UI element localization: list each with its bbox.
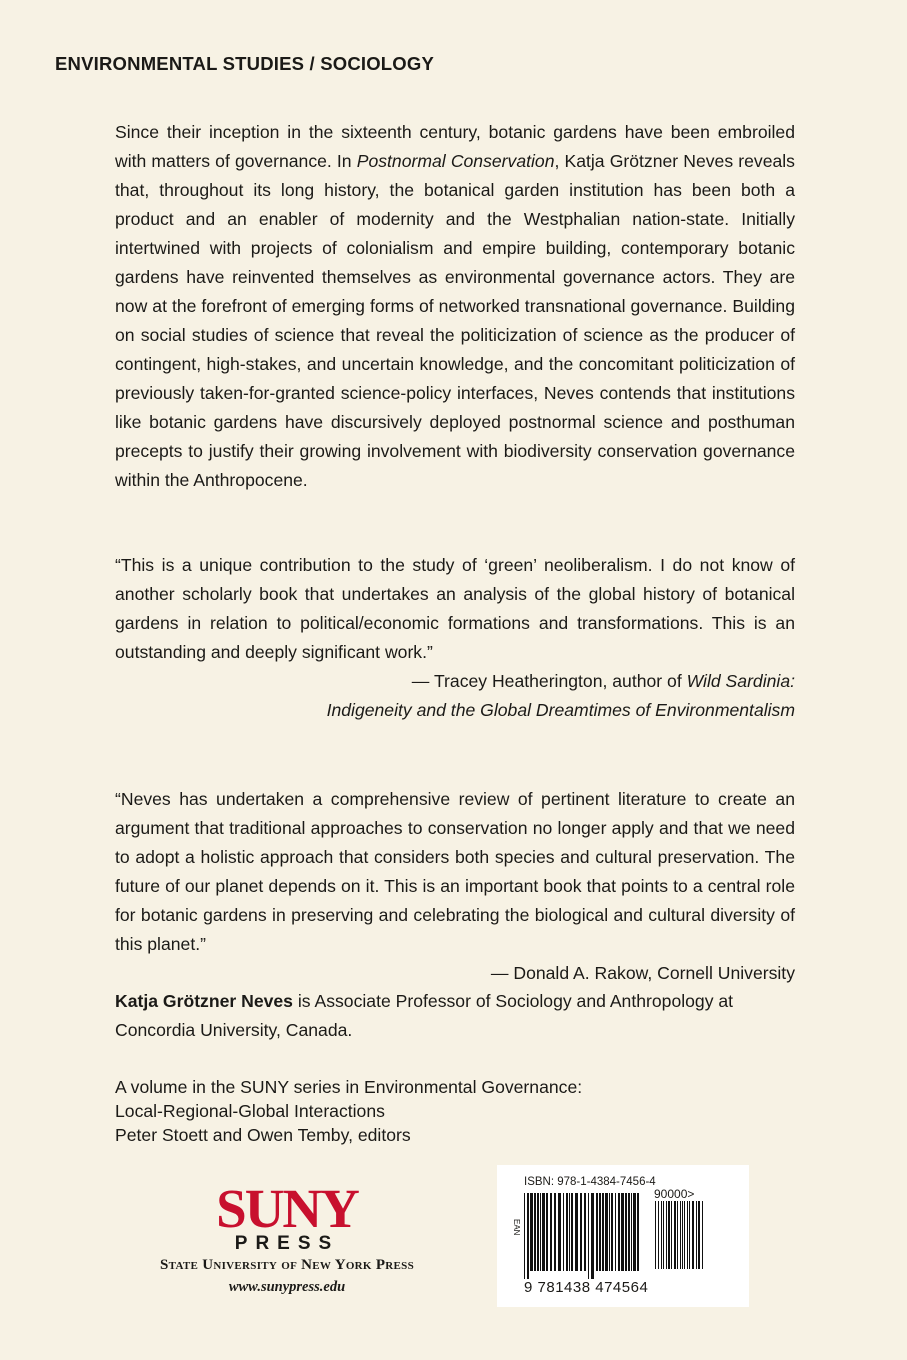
barcode-bar — [637, 1193, 639, 1271]
barcode-bar — [599, 1193, 601, 1271]
barcode-bar — [680, 1201, 681, 1269]
barcode-bar — [537, 1193, 539, 1271]
barcode-bar — [671, 1201, 672, 1269]
barcode-bar — [677, 1201, 678, 1269]
barcode-bar — [615, 1193, 616, 1271]
series-line-3: Peter Stoett and Owen Temby, editors — [115, 1125, 411, 1145]
author-name: Katja Grötzner Neves — [115, 991, 293, 1011]
barcode-bar — [633, 1193, 636, 1271]
barcode-bar — [575, 1193, 578, 1271]
publisher-full-name: State University of New York Press — [159, 1257, 415, 1273]
barcode-bar — [682, 1201, 683, 1269]
barcode-bar — [527, 1193, 529, 1279]
barcode-bar — [689, 1201, 690, 1269]
barcode-bar — [687, 1201, 688, 1269]
endorsement-1-book-title-line2-row — [115, 696, 795, 725]
barcode-bar — [625, 1193, 627, 1271]
barcode-bar — [621, 1193, 624, 1271]
barcode-bar — [569, 1193, 570, 1271]
barcode-bar — [591, 1193, 594, 1279]
isbn-text: ISBN: 978-1-4384-7456-4 — [524, 1176, 656, 1188]
barcode-bar — [609, 1193, 610, 1271]
publisher-logo — [159, 1178, 430, 1298]
barcode-bar — [696, 1201, 697, 1269]
endorsement-1-attribution — [115, 667, 795, 696]
barcode-bar — [554, 1193, 556, 1271]
ean-label: EAN — [512, 1219, 521, 1236]
isbn-barcode — [497, 1165, 749, 1307]
ean-digits: 9 781438 474564 — [524, 1279, 649, 1296]
author-bio-text: is Associate Professor of Sociology and Anthropology at Concordia University, Canada. — [115, 991, 734, 1040]
endorsement-2-text: “Neves has undertaken a comprehensive review of pertinent literature to create an argument that traditional approaches to conservation no longer apply and that we need to adopt a holistic approach that considers both species and cultural preservation. The future of our planet depends on it. This is an important book that points to a central role for botanic gardens in preserving and celebrating the biological and cultural diversity of this planet.” — [115, 789, 795, 954]
book-title: Postnormal Conservation — [356, 151, 555, 171]
publisher-logo-sub: PRESS — [234, 1233, 340, 1254]
barcode-bar — [584, 1193, 586, 1271]
barcode-bar — [658, 1201, 659, 1269]
endorsement-1-author: — Tracey Heatherington, author of — [411, 671, 687, 691]
barcode-bar — [550, 1193, 552, 1271]
ean-barcode-bars — [524, 1193, 642, 1281]
publisher-logo-main: SUNY — [216, 1178, 358, 1239]
author-bio — [115, 987, 795, 1045]
barcode-bar — [628, 1193, 630, 1271]
barcode-bar — [580, 1193, 582, 1271]
barcode-bar — [674, 1201, 676, 1269]
supplement-number — [654, 1187, 694, 1201]
endorsement-2-attribution: — Donald A. Rakow, Cornell University — [490, 963, 795, 983]
barcode-bar — [668, 1201, 670, 1269]
barcode-bar — [566, 1193, 568, 1271]
category-label: ENVIRONMENTAL STUDIES / SOCIOLOGY — [55, 53, 435, 74]
barcode-bar — [692, 1201, 694, 1269]
supplement-marker: > — [687, 1187, 695, 1201]
series-line-1: A volume in the SUNY series in Environmental Governance: — [115, 1077, 583, 1097]
barcode-bar — [534, 1193, 536, 1271]
barcode-bar — [540, 1193, 541, 1271]
publisher-url: www.sunypress.edu — [228, 1279, 346, 1295]
barcode-bar — [655, 1201, 656, 1269]
book-description — [115, 118, 795, 495]
endorsement-1-book-title-line1: Wild Sardinia: — [686, 671, 795, 691]
barcode-bar — [698, 1201, 700, 1269]
barcode-bar — [546, 1193, 548, 1271]
barcode-bar — [611, 1193, 613, 1271]
endorsement-1-book-title-line2: Indigeneity and the Global Dreamtimes of Environmentalism — [326, 700, 795, 720]
barcode-bar — [631, 1193, 632, 1271]
barcode-bar — [530, 1193, 533, 1271]
barcode-bar — [571, 1193, 573, 1271]
barcode-bar — [666, 1201, 667, 1269]
endorsement-2 — [115, 785, 795, 988]
description-text-end: , Katja Grötzner Neves reveals that, throughout its long history, the botanical garden institution has been both a product and an enabler of modernity and the Westphalian nation-state. Initially intertwined with projects of colonialism and empire building, contemporary botanic gardens have reinvented themselves as environmental governance actors. They are now at the forefront of emerging forms of networked transnational governance. Building on social studies of science that reveal the politicization of science as the producer of contingent, high-stakes, and uncertain knowledge, and the concomitant politicization of previously taken-for-granted science-policy interfaces, Neves contends that institutions like botanic gardens have discursively deployed postnormal science and posthuman precepts to justify their growing involvement with biodiversity conservation governance within the Anthropocene. — [115, 151, 795, 490]
series-info — [115, 1075, 795, 1147]
series-line-2: Local-Regional-Global Interactions — [115, 1101, 385, 1121]
barcode-bar — [618, 1193, 620, 1271]
barcode-bar — [663, 1201, 664, 1269]
barcode-bar — [542, 1193, 545, 1271]
barcode-bar — [558, 1193, 561, 1271]
barcode-bar — [684, 1201, 685, 1269]
description-text-start: Since their inception in the sixteenth century, botanic gardens have been embroiled with matters of governance. In — [115, 122, 795, 171]
supplement-digits: 90000 — [654, 1187, 688, 1201]
barcode-bar — [605, 1193, 608, 1271]
barcode-bar — [596, 1193, 598, 1271]
endorsement-1-text: “This is a unique contribution to the study of ‘green’ neoliberalism. I do not know of another scholarly book that undertakes an analysis of the global history of botanical gardens in relation to political/economic formations and transformations. This is an outstanding and deeply significant work.” — [115, 555, 795, 662]
barcode-bar — [588, 1193, 589, 1279]
barcode-bar — [563, 1193, 564, 1271]
barcode-bar — [524, 1193, 525, 1279]
barcode-bar — [661, 1201, 662, 1269]
supplement-barcode-bars — [655, 1201, 705, 1279]
endorsement-1 — [115, 551, 795, 725]
barcode-bar — [702, 1201, 703, 1269]
barcode-bar — [602, 1193, 604, 1271]
